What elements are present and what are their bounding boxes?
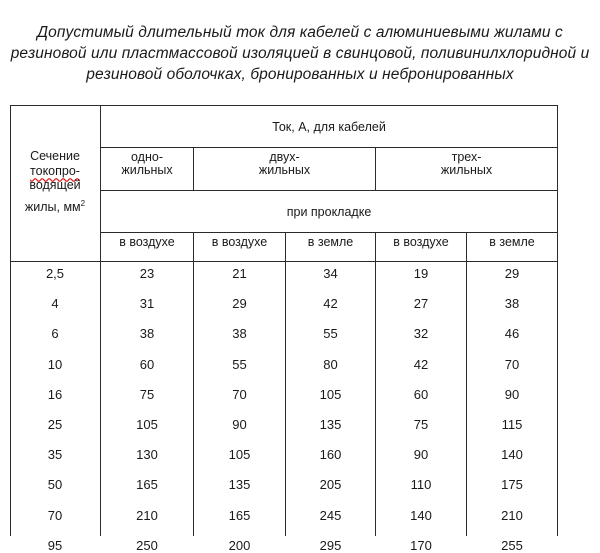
cell-section: 25 [47, 417, 63, 432]
header-section-sup: 2 [80, 199, 86, 208]
cell-current: 38 [139, 326, 155, 342]
cell-current: 105 [319, 386, 342, 402]
cell-section: 50 [47, 477, 63, 493]
cell-current: 135 [319, 417, 342, 432]
header-section-l4-text: жилы, мм [24, 200, 81, 215]
cell-current: 31 [139, 296, 155, 312]
table-border-right [557, 105, 558, 536]
cell-current: 19 [413, 266, 429, 281]
cell-current: 38 [232, 326, 247, 342]
cell-current: 130 [136, 447, 158, 463]
cell-current: 60 [413, 386, 429, 402]
header-sub-2: в воздухе [211, 235, 268, 249]
header-section-l2 [10, 165, 100, 177]
cell-section: 35 [47, 447, 63, 463]
cell-current: 110 [410, 477, 432, 493]
header-sub-4: в воздухе [393, 235, 449, 249]
cell-current: 160 [319, 447, 342, 463]
cell-current: 75 [139, 386, 155, 402]
header-current: Ток, А, для кабелей [272, 120, 386, 134]
cell-current: 255 [501, 537, 523, 553]
cell-current: 32 [413, 326, 429, 342]
rule-under-cores [100, 190, 558, 191]
cell-current: 27 [413, 296, 429, 312]
cell-current: 46 [504, 326, 520, 342]
cell-current: 90 [413, 447, 429, 463]
cell-current: 170 [410, 537, 432, 553]
cell-current: 140 [501, 447, 523, 463]
cell-current: 23 [139, 266, 155, 281]
header-laying: при прокладке [286, 205, 372, 219]
title-line-3: резиновой оболочках, бронированных и небронированных [86, 66, 514, 83]
cell-current: 295 [319, 537, 342, 553]
header-single-l2: жильных [121, 163, 173, 177]
title-line-1: Допустимый длительный ток для кабелей с алюминиевыми жилами с [37, 24, 563, 41]
title-line-2: резиновой или пластмассовой изоляцией в свинцовой, поливинилхлоридной и [10, 45, 590, 62]
cell-current: 105 [136, 417, 158, 432]
cell-current: 90 [504, 386, 520, 402]
cell-section: 95 [47, 537, 63, 553]
header-sub-5: в земле [489, 235, 535, 249]
cell-current: 75 [413, 417, 429, 432]
cell-current: 140 [410, 507, 432, 523]
header-three-l1: трех- [451, 150, 482, 164]
rule-under-header [10, 261, 558, 262]
header-section-l3: водящей [29, 178, 81, 192]
cell-current: 70 [504, 356, 520, 372]
header-two-l1: двух- [269, 150, 300, 164]
header-section-l1: Сечение [30, 149, 80, 163]
cell-current: 70 [232, 386, 247, 402]
cell-current: 210 [136, 507, 158, 523]
header-single-l1: одно- [131, 150, 163, 164]
cell-current: 55 [232, 356, 247, 372]
header-sub-3: в земле [307, 235, 354, 249]
cell-section: 10 [47, 356, 63, 372]
cell-current: 135 [228, 477, 251, 493]
cell-current: 42 [323, 296, 338, 312]
cell-current: 115 [501, 417, 523, 432]
header-two-l2: жильных [258, 163, 311, 177]
header-section-l4 [10, 198, 100, 213]
cell-section: 16 [47, 386, 63, 402]
table-border-top [10, 105, 558, 106]
cell-section: 4 [51, 296, 59, 312]
header-three-l2: жильных [440, 163, 493, 177]
cell-current: 250 [136, 537, 158, 553]
cell-current: 210 [501, 507, 523, 523]
cell-current: 34 [323, 266, 338, 281]
cell-current: 175 [501, 477, 523, 493]
cell-section: 70 [47, 507, 63, 523]
header-sub-1: в воздухе [119, 235, 175, 249]
cell-section: 2,5 [45, 266, 65, 281]
cell-current: 60 [139, 356, 155, 372]
cell-current: 200 [228, 537, 251, 553]
header-section-l2-text: токопро- [30, 164, 80, 178]
cell-current: 38 [504, 296, 520, 312]
cell-current: 55 [323, 326, 338, 342]
rule-under-current [100, 147, 558, 148]
cell-current: 29 [232, 296, 247, 312]
cell-current: 90 [232, 417, 247, 432]
rule-under-laying [100, 232, 558, 233]
cell-current: 245 [319, 507, 342, 523]
cell-section: 6 [51, 326, 59, 342]
cell-current: 42 [413, 356, 429, 372]
cell-current: 205 [319, 477, 342, 493]
cell-current: 165 [228, 507, 251, 523]
cell-current: 165 [136, 477, 158, 493]
cell-current: 105 [228, 447, 251, 463]
cell-current: 29 [504, 266, 520, 281]
cell-current: 21 [232, 266, 247, 281]
cell-current: 80 [323, 356, 338, 372]
